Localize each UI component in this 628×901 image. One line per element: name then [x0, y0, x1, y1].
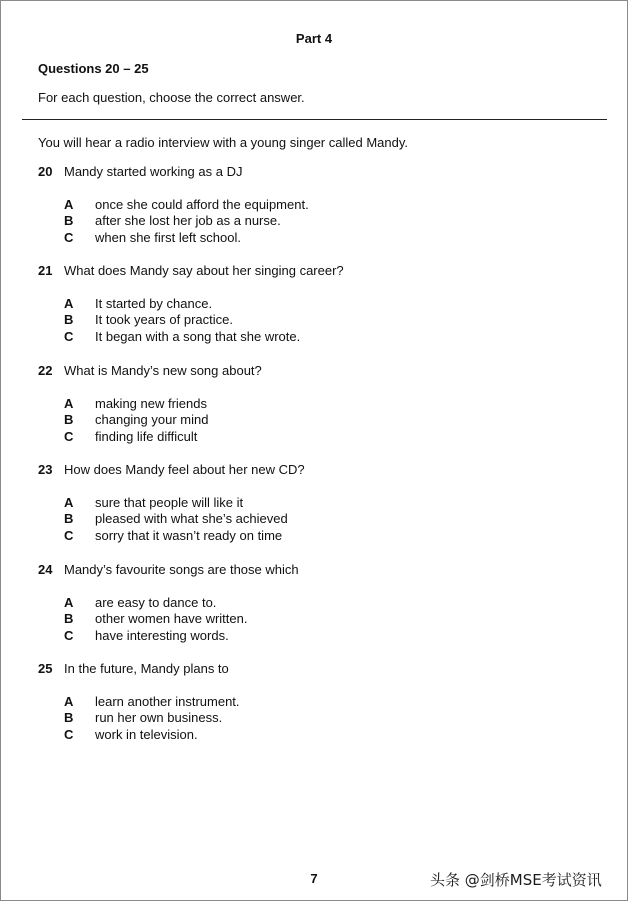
option-letter: B: [64, 611, 74, 626]
option-letter: A: [64, 396, 74, 411]
question-text: What does Mandy say about her singing career?: [64, 263, 344, 278]
question-number: 25: [38, 661, 53, 676]
option-text: run her own business.: [95, 710, 223, 725]
option-letter: B: [64, 312, 74, 327]
question-text: Mandy’s favourite songs are those which: [64, 562, 299, 577]
question-text: In the future, Mandy plans to: [64, 661, 229, 676]
option-text: after she lost her job as a nurse.: [95, 213, 281, 228]
option-letter: B: [64, 710, 74, 725]
question-number: 24: [38, 562, 53, 577]
intro-text: You will hear a radio interview with a young singer called Mandy.: [38, 135, 408, 150]
option-text: It started by chance.: [95, 296, 213, 311]
option-letter: A: [64, 595, 74, 610]
page-number: 7: [310, 871, 318, 886]
option-letter: A: [64, 495, 74, 510]
option-letter: C: [64, 628, 74, 643]
option-text: pleased with what she’s achieved: [95, 511, 288, 526]
option-letter: A: [64, 296, 74, 311]
option-text: other women have written.: [95, 611, 248, 626]
question-number: 21: [38, 263, 53, 278]
option-text: are easy to dance to.: [95, 595, 217, 610]
questions-heading: Questions 20 – 25: [38, 61, 149, 76]
question-text: Mandy started working as a DJ: [64, 164, 243, 179]
option-text: changing your mind: [95, 412, 209, 427]
option-text: work in television.: [95, 727, 198, 742]
option-letter: C: [64, 727, 74, 742]
option-letter: B: [64, 213, 74, 228]
watermark: 头条 @剑桥MSE考试资讯: [430, 871, 602, 889]
option-text: making new friends: [95, 396, 207, 411]
instruction-text: For each question, choose the correct answer.: [38, 90, 305, 105]
option-letter: C: [64, 230, 74, 245]
option-text: sure that people will like it: [95, 495, 244, 510]
question-number: 20: [38, 164, 53, 179]
option-text: have interesting words.: [95, 628, 229, 643]
part-title: Part 4: [295, 31, 333, 46]
option-text: learn another instrument.: [95, 694, 240, 709]
option-letter: B: [64, 412, 74, 427]
option-text: when she first left school.: [95, 230, 241, 245]
question-number: 22: [38, 363, 53, 378]
question-text: How does Mandy feel about her new CD?: [64, 462, 305, 477]
option-text: It began with a song that she wrote.: [95, 329, 301, 344]
option-text: finding life difficult: [95, 429, 198, 444]
option-letter: A: [64, 197, 74, 212]
question-number: 23: [38, 462, 53, 477]
question-text: What is Mandy’s new song about?: [64, 363, 262, 378]
option-text: sorry that it wasn’t ready on time: [95, 528, 283, 543]
option-letter: C: [64, 528, 74, 543]
option-letter: C: [64, 329, 74, 344]
option-text: It took years of practice.: [95, 312, 234, 327]
divider-line: [22, 119, 607, 120]
option-letter: B: [64, 511, 74, 526]
option-text: once she could afford the equipment.: [95, 197, 309, 212]
option-letter: A: [64, 694, 74, 709]
option-letter: C: [64, 429, 74, 444]
